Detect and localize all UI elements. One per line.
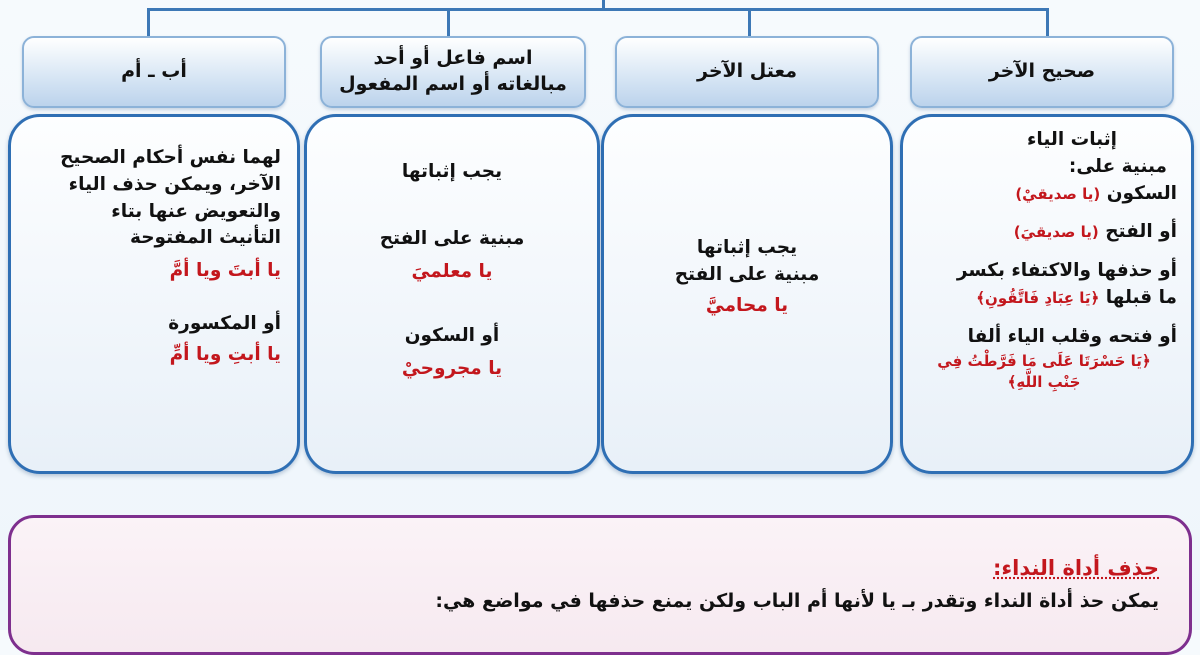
col4-line2: الآخر، ويمكن حذف الياء <box>68 173 281 195</box>
col1-example-alif-line1: ﴿يَا حَسْرَتَا عَلَى مَا فَرَّطْتُ فِي <box>937 351 1151 370</box>
connector-drop-col4 <box>147 8 150 38</box>
box-col2 <box>601 114 893 474</box>
col3-must: يجب إثباتها <box>401 161 503 182</box>
connector-horizontal <box>147 8 1048 11</box>
header-col2-label: معتل الآخر <box>697 60 797 83</box>
col1-title: إثبات الياء <box>1026 129 1117 150</box>
col2-example: يا محاميَّ <box>705 294 789 316</box>
box-col4 <box>8 114 300 474</box>
col1-example-alif-line2: جَنْبِ اللَّهِ﴾ <box>1007 373 1081 392</box>
col1-fath-line <box>911 219 1177 246</box>
bottom-panel <box>8 515 1192 655</box>
header-col3-label-line2: مبالغاته أو اسم المفعول <box>339 73 567 95</box>
box-col1 <box>900 114 1194 474</box>
col2-built: مبنية على الفتح <box>674 263 820 285</box>
col4-line1: لهما نفس أحكام الصحيح <box>60 147 281 168</box>
col1-delete-line2-wrap <box>911 285 1177 312</box>
col2-must: يجب إثباتها <box>696 237 798 258</box>
col1-example-delete: ﴿يَا عِبَادِ فَاتَّقُونِ﴾ <box>976 289 1100 308</box>
col1-example-fath: (يا صديقيَ) <box>1013 223 1099 242</box>
col1-alif-line: أو فتحه وقلب الياء ألفا <box>967 325 1177 347</box>
col4-line3: والتعويض عنها بتاء <box>111 200 281 222</box>
col4-line4: التأنيث المفتوحة <box>129 227 281 249</box>
col1-example-sukun: (يا صديقيْ) <box>1015 184 1101 203</box>
header-col4 <box>22 36 286 108</box>
header-col4-label: أب ـ أم <box>121 60 187 83</box>
col1-fath: أو الفتح <box>1105 221 1177 243</box>
col4-example2: يا أبتِ ويا أمِّ <box>169 343 281 365</box>
col1-sukun-line <box>911 181 1177 208</box>
header-col3-label-line1: اسم فاعل أو أحد <box>373 47 533 70</box>
col3-or-sukun: أو السكون <box>404 325 500 347</box>
header-col1 <box>910 36 1174 108</box>
box-col3 <box>304 114 600 474</box>
header-col2 <box>615 36 879 108</box>
col4-or-kasra: أو المكسورة <box>168 313 281 335</box>
col4-example1: يا أبتَ ويا أمَّ <box>169 260 281 282</box>
header-col3 <box>320 36 586 108</box>
col1-delete-line2: ما قبلها <box>1105 287 1177 309</box>
col1-built-on: مبنية على: <box>1068 155 1167 177</box>
connector-drop-col1 <box>1046 8 1049 38</box>
col3-example-fath: يا معلميَ <box>411 260 493 282</box>
connector-drop-col3 <box>447 8 450 38</box>
col3-example-sukun: يا مجروحيْ <box>401 358 503 380</box>
connector-drop-col2 <box>748 8 751 38</box>
col1-sukun: السكون <box>1106 182 1177 204</box>
header-col1-label: صحيح الآخر <box>988 60 1096 83</box>
bottom-title: حذف أداة النداء: <box>993 556 1159 580</box>
col1-delete-line1: أو حذفها والاكتفاء بكسر <box>956 260 1177 282</box>
col3-built-fath: مبنية على الفتح <box>379 227 525 249</box>
bottom-text: يمكن حذ أداة النداء وتقدر بـ يا لأنها أم الباب ولكن يمنع حذفها في مواضع هي: <box>435 590 1159 612</box>
